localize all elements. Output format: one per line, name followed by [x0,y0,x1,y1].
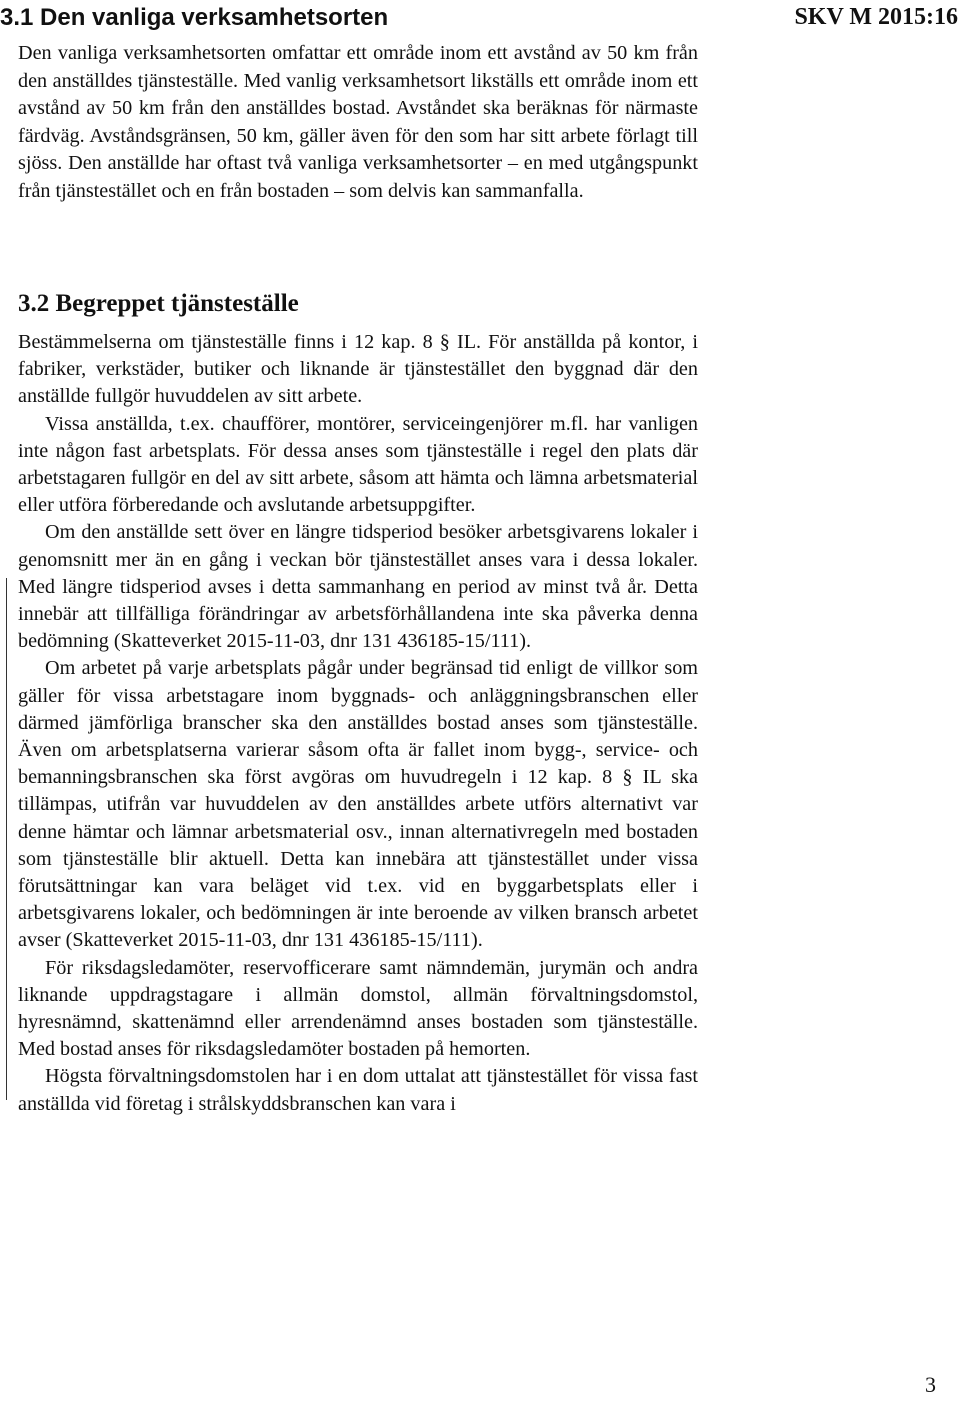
section-heading-3-1: 3.1 Den vanliga verksamhetsorten [0,4,389,31]
section-3-2-body [18,329,698,1118]
document-code: SKV M 2015:16 [794,4,958,30]
page-number: 3 [925,1372,936,1397]
section-3-1-body [18,40,698,205]
paragraph: Vissa anställda, t.ex. chaufförer, montörer, serviceingenjörer m.fl. har vanligen inte någon fast arbetsplats. För dessa anses som tjänsteställe i regel den plats där arbetstagaren fullgör en del av sitt arbete, såsom att hämta och lämna arbetsmaterial eller utföra förberedande och avslutande arbetsuppgifter. [18,412,698,517]
paragraph: Högsta förvaltningsdomstolen har i en dom uttalat att tjänstestället för vissa fast anställda vid företag i strålskyddsbranschen kan vara i [18,1065,698,1115]
paragraph: Om arbetet på varje arbetsplats pågår under begränsad tid enligt de villkor som gäller för vissa arbetstagare inom byggnads- och anläggningsbranschen eller därmed jämförliga branscher ska den anställdes bostad anses som tjänsteställe. Även om arbetsplatserna varierar såsom ofta är fallet inom bygg-, service- och bemanningsbranschen ska först avgöras om huvudregeln i 12 kap. 8 § IL ska tillämpas, utifrån var huvuddelen av den anställdes arbete utförs alternativt var denne hämtar och lämnar arbetsmaterial osv., innan alternativregeln med bostaden som tjänsteställe blir aktuell. Detta kan innebära att tjänstestället under vissa förutsättningar kan vara beläget vid t.ex. vid en byggarbetsplats eller i arbetsgivarens lokaler, och bedömningen är inte beroende av vilken bransch arbetet avser (Skatteverket 2015-11-03, dnr 131 436185-15/111). [18,657,698,952]
paragraph: För riksdagsledamöter, reservofficerare samt nämndemän, jurymän och andra liknande uppdragstagare i allmän domstol, allmän förvaltningsdomstol, hyresnämnd, skattenämnd eller arrendenämnd anses bostaden som tjänsteställe. Med bostad anses för riksdagsledamöter bostaden på hemorten. [18,956,698,1061]
paragraph: Om den anställde sett över en längre tidsperiod besöker arbetsgivarens lokaler i genomsnitt mer än en gång i veckan bör tjänstestället anses vara i dessa lokaler. Med längre tidsperiod avses i detta sammanhang en period av minst två år. Detta innebär att tillfälliga förändringar av arbetsförhållandena inte ska påverka denna bedömning (Skatteverket 2015-11-03, dnr 131 436185-15/111). [18,521,698,653]
revision-marker-line [6,578,7,1100]
paragraph: Bestämmelserna om tjänsteställe finns i 12 kap. 8 § IL. För anställda på kontor, i fabriker, verkstäder, butiker och liknande är tjänstestället den byggnad där den anställde fullgör huvuddelen av sitt arbete. [18,331,698,408]
section-heading-3-2: 3.2 Begreppet tjänsteställe [18,290,299,317]
paragraph: Den vanliga verksamhetsorten omfattar ett område inom ett avstånd av 50 km från den anställdes tjänsteställe. Med vanlig verksamhetsort likställs ett område inom ett avstånd av 50 km från den anställdes bostad. Avståndet ska beräknas för närmaste färdväg. Avståndsgränsen, 50 km, gäller även för den som har sitt arbete förlagt till sjöss. Den anställde har oftast två vanliga verksamhetsorter – en med utgångspunkt från tjänstestället och en från bostaden – som delvis kan sammanfalla. [18,42,698,202]
